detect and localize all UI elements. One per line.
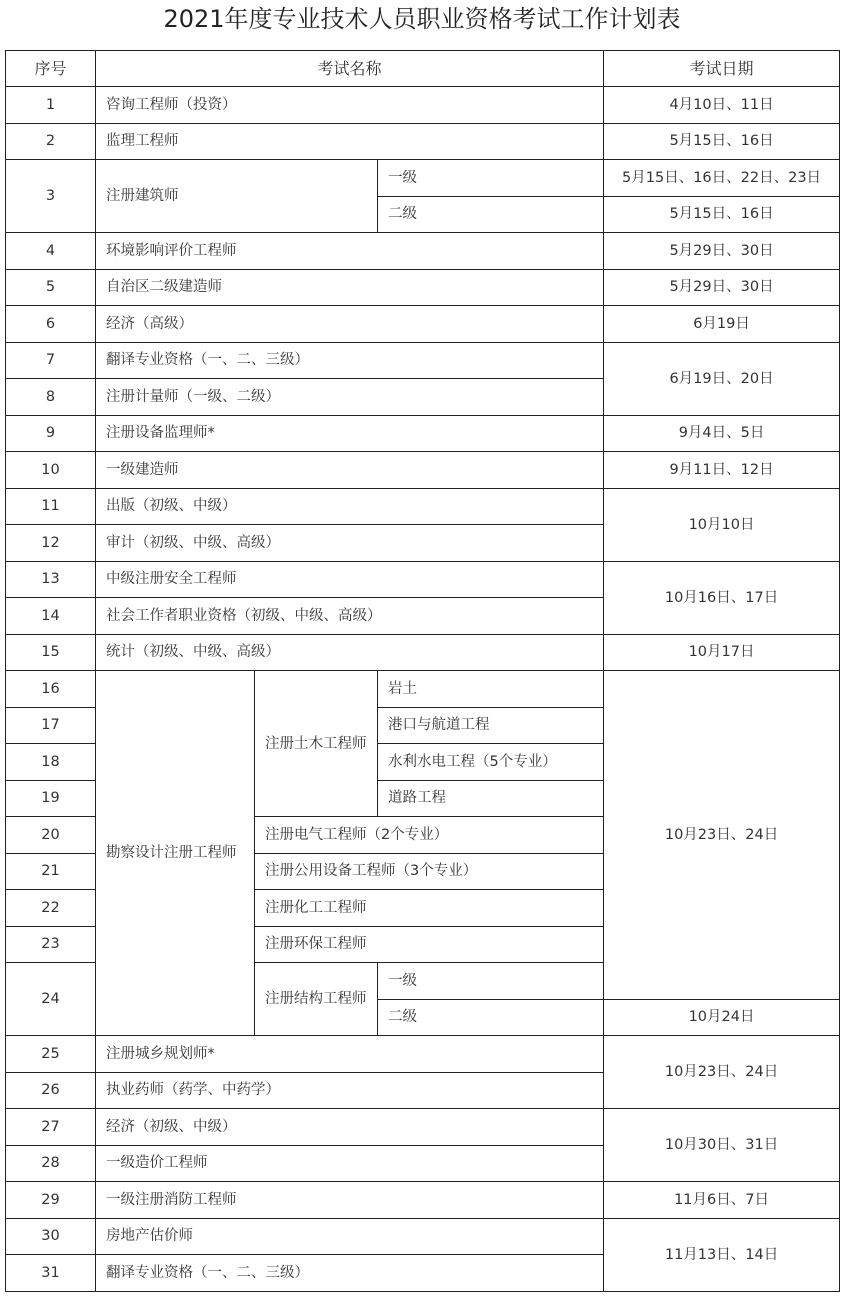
exam-date: 5月15日、16日	[604, 196, 840, 233]
exam-name: 港口与航道工程	[378, 707, 604, 744]
row-no: 2	[6, 123, 96, 160]
exam-date: 9月11日、12日	[604, 452, 840, 489]
exam-date: 11月13日、14日	[604, 1218, 840, 1291]
exam-date: 9月4日、5日	[604, 415, 840, 452]
table-row	[6, 671, 840, 708]
exam-name: 注册城乡规划师*	[96, 1036, 604, 1073]
exam-date: 6月19日	[604, 306, 840, 343]
page-title: 2021年度专业技术人员职业资格考试工作计划表	[163, 5, 681, 33]
table-row	[6, 488, 840, 525]
table-row	[6, 1182, 840, 1219]
row-no: 16	[6, 671, 96, 708]
exam-name: 翻译专业资格（一、二、三级）	[96, 1255, 604, 1292]
exam-name: 社会工作者职业资格（初级、中级、高级）	[96, 598, 604, 635]
exam-name: 环境影响评价工程师	[96, 233, 604, 270]
table-row	[6, 561, 840, 598]
row-no: 5	[6, 269, 96, 306]
row-no: 14	[6, 598, 96, 635]
exam-name: 经济（高级）	[96, 306, 604, 343]
row-no: 22	[6, 890, 96, 927]
exam-name: 统计（初级、中级、高级）	[96, 634, 604, 671]
table-row	[6, 452, 840, 489]
row-no: 26	[6, 1072, 96, 1109]
row-no: 27	[6, 1109, 96, 1146]
row-no: 13	[6, 561, 96, 598]
exam-name: 咨询工程师（投资）	[96, 87, 604, 124]
exam-name: 自治区二级建造师	[96, 269, 604, 306]
row-no: 28	[6, 1145, 96, 1182]
table-row	[6, 1109, 840, 1146]
exam-name: 出版（初级、中级）	[96, 488, 604, 525]
exam-date: 11月6日、7日	[604, 1182, 840, 1219]
exam-date: 6月19日、20日	[604, 342, 840, 415]
row-no: 10	[6, 452, 96, 489]
exam-name: 注册公用设备工程师（3个专业）	[255, 853, 604, 890]
exam-date: 5月15日、16日、22日、23日	[604, 160, 840, 197]
table-row	[6, 269, 840, 306]
exam-date: 5月15日、16日	[604, 123, 840, 160]
exam-name: 监理工程师	[96, 123, 604, 160]
exam-date: 5月29日、30日	[604, 269, 840, 306]
row-no: 25	[6, 1036, 96, 1073]
row-no: 9	[6, 415, 96, 452]
exam-date: 10月23日、24日	[604, 671, 840, 1000]
exam-date: 10月23日、24日	[604, 1036, 840, 1109]
exam-level: 一级	[378, 963, 604, 1000]
exam-name: 注册电气工程师（2个专业）	[255, 817, 604, 854]
exam-level: 二级	[378, 999, 604, 1036]
table-row	[6, 1036, 840, 1073]
row-no: 18	[6, 744, 96, 781]
row-no: 17	[6, 707, 96, 744]
group-civil: 注册土木工程师	[255, 671, 378, 817]
exam-name: 道路工程	[378, 780, 604, 817]
table-row	[6, 306, 840, 343]
table-row	[6, 415, 840, 452]
row-no: 12	[6, 525, 96, 562]
exam-name: 审计（初级、中级、高级）	[96, 525, 604, 562]
exam-name: 注册环保工程师	[255, 926, 604, 963]
table-row	[6, 160, 840, 197]
exam-level: 二级	[378, 196, 604, 233]
exam-name: 中级注册安全工程师	[96, 561, 604, 598]
row-no: 20	[6, 817, 96, 854]
row-no: 15	[6, 634, 96, 671]
exam-name: 注册计量师（一级、二级）	[96, 379, 604, 416]
table-row	[6, 1218, 840, 1255]
exam-date: 4月10日、11日	[604, 87, 840, 124]
exam-name: 执业药师（药学、中药学）	[96, 1072, 604, 1109]
exam-level: 一级	[378, 160, 604, 197]
exam-date: 10月16日、17日	[604, 561, 840, 634]
row-no: 8	[6, 379, 96, 416]
exam-name: 一级建造师	[96, 452, 604, 489]
exam-name: 一级造价工程师	[96, 1145, 604, 1182]
exam-date: 5月29日、30日	[604, 233, 840, 270]
row-no: 1	[6, 87, 96, 124]
row-no: 7	[6, 342, 96, 379]
row-no: 11	[6, 488, 96, 525]
header-no: 序号	[6, 51, 96, 87]
exam-name: 一级注册消防工程师	[96, 1182, 604, 1219]
header-name: 考试名称	[96, 51, 604, 87]
row-no: 4	[6, 233, 96, 270]
table-row	[6, 233, 840, 270]
exam-date: 10月10日	[604, 488, 840, 561]
row-no: 31	[6, 1255, 96, 1292]
exam-name: 经济（初级、中级）	[96, 1109, 604, 1146]
header-row	[6, 51, 840, 87]
exam-name: 注册建筑师	[96, 160, 378, 233]
exam-date: 10月30日、31日	[604, 1109, 840, 1182]
row-no: 19	[6, 780, 96, 817]
row-no: 23	[6, 926, 96, 963]
table-row	[6, 634, 840, 671]
group-survey: 勘察设计注册工程师	[96, 671, 255, 1036]
exam-date: 10月17日	[604, 634, 840, 671]
table-row	[6, 87, 840, 124]
exam-name: 注册结构工程师	[255, 963, 378, 1036]
exam-date: 10月24日	[604, 999, 840, 1036]
exam-name: 房地产估价师	[96, 1218, 604, 1255]
exam-name: 注册设备监理师*	[96, 415, 604, 452]
exam-name: 翻译专业资格（一、二、三级）	[96, 342, 604, 379]
row-no: 3	[6, 160, 96, 233]
row-no: 29	[6, 1182, 96, 1219]
exam-name: 岩土	[378, 671, 604, 708]
row-no: 30	[6, 1218, 96, 1255]
row-no: 6	[6, 306, 96, 343]
row-no: 24	[6, 963, 96, 1036]
exam-name: 注册化工工程师	[255, 890, 604, 927]
exam-name: 水利水电工程（5个专业）	[378, 744, 604, 781]
header-date: 考试日期	[604, 51, 840, 87]
table-row	[6, 342, 840, 379]
table-row	[6, 123, 840, 160]
exam-schedule-table	[5, 50, 840, 1292]
row-no: 21	[6, 853, 96, 890]
